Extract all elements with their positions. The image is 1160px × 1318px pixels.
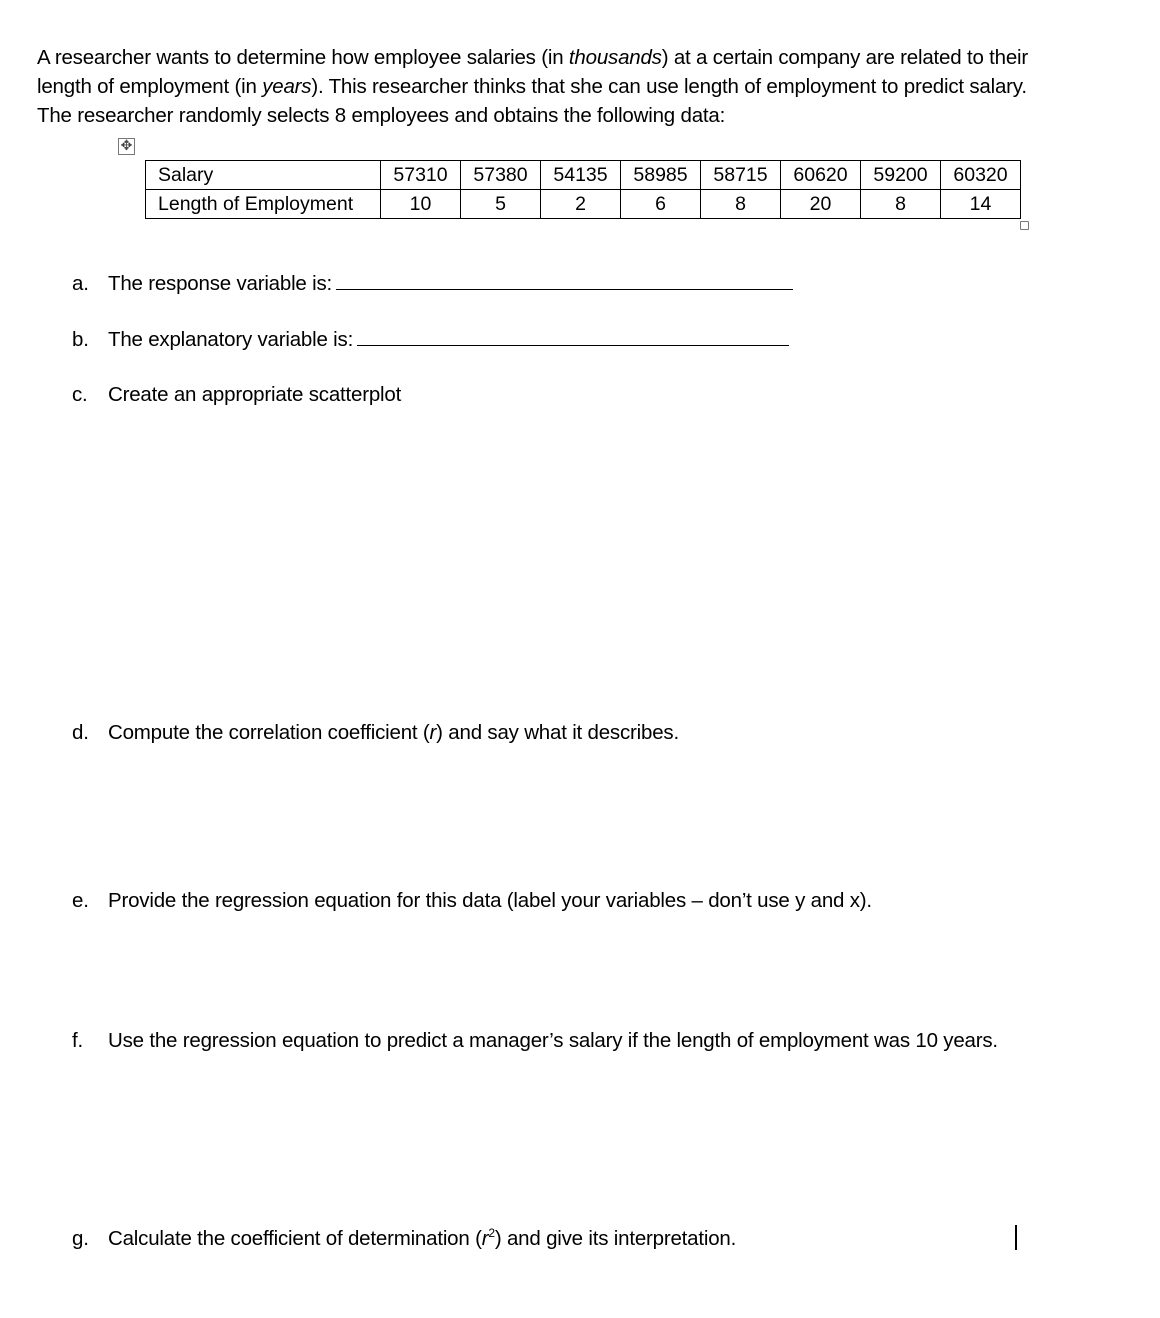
table-resize-handle-icon[interactable]	[1020, 221, 1029, 230]
question-text: The response variable is:	[108, 272, 333, 295]
table-move-handle-icon[interactable]: ✥	[118, 138, 135, 155]
intro-line-1-start: A researcher wants to determine how employee salaries (in	[37, 46, 569, 69]
table-cell: 8	[701, 190, 781, 219]
question-letter: a.	[72, 272, 89, 295]
intro-line-1-end: ) at a certain company are related to their	[661, 46, 1029, 69]
table-cell: 5	[461, 190, 541, 219]
question-g	[72, 1226, 736, 1252]
intro-line-2-end: ). This researcher thinks that she can use length of employment to predict salary.	[311, 75, 1027, 98]
question-letter: c.	[72, 383, 88, 406]
question-text: Provide the regression equation for this data (label your variables – don’t use y and x).	[108, 889, 872, 912]
row-header-salary: Salary	[146, 161, 381, 190]
question-c	[72, 382, 401, 408]
table-cell: 59200	[861, 161, 941, 190]
table-cell: 20	[781, 190, 861, 219]
table-cell: 58985	[621, 161, 701, 190]
question-letter: d.	[72, 721, 89, 744]
table-cell: 2	[541, 190, 621, 219]
intro-emphasis-years: years	[262, 75, 312, 98]
question-text-end: ) and say what it describes.	[436, 721, 679, 744]
question-d	[72, 720, 679, 746]
table-cell: 58715	[701, 161, 781, 190]
variable-r: r	[481, 1227, 489, 1250]
table-row-salary	[146, 161, 1021, 190]
question-text-end: ) and give its interpretation.	[494, 1227, 737, 1250]
table-cell: 10	[381, 190, 461, 219]
answer-blank-response[interactable]	[336, 270, 793, 290]
question-text: Create an appropriate scatterplot	[108, 383, 402, 406]
question-f	[72, 1028, 998, 1054]
question-text: Compute the correlation coefficient (	[108, 721, 430, 744]
intro-line-2	[37, 72, 1127, 101]
table-cell: 57310	[381, 161, 461, 190]
question-text: Calculate the coefficient of determination (	[108, 1227, 482, 1250]
table-cell: 8	[861, 190, 941, 219]
question-letter: f.	[72, 1029, 83, 1052]
intro-paragraph	[37, 43, 1127, 130]
question-text: Use the regression equation to predict a manager’s salary if the length of employment was 10 years.	[108, 1029, 998, 1052]
question-letter: g.	[72, 1227, 89, 1250]
table-cell: 54135	[541, 161, 621, 190]
intro-emphasis-thousands: thousands	[568, 46, 662, 69]
table-cell: 6	[621, 190, 701, 219]
intro-line-3: The researcher randomly selects 8 employees and obtains the following data:	[37, 104, 726, 127]
row-header-length: Length of Employment	[146, 190, 381, 219]
question-b	[72, 326, 789, 353]
table-cell: 60320	[941, 161, 1021, 190]
answer-blank-explanatory[interactable]	[357, 326, 789, 346]
data-table	[145, 160, 1021, 219]
table-cell: 14	[941, 190, 1021, 219]
table-cell: 60620	[781, 161, 861, 190]
table-row-length	[146, 190, 1021, 219]
intro-line-1	[37, 43, 1127, 72]
question-letter: e.	[72, 889, 89, 912]
table-cell: 57380	[461, 161, 541, 190]
superscript-2: 2	[488, 1226, 495, 1241]
intro-line-2-start: length of employment (in	[37, 75, 263, 98]
question-text: The explanatory variable is:	[108, 328, 354, 351]
question-letter: b.	[72, 328, 89, 351]
question-e	[72, 888, 872, 914]
text-cursor	[1015, 1225, 1017, 1250]
variable-r: r	[429, 721, 437, 744]
question-a	[72, 270, 793, 297]
